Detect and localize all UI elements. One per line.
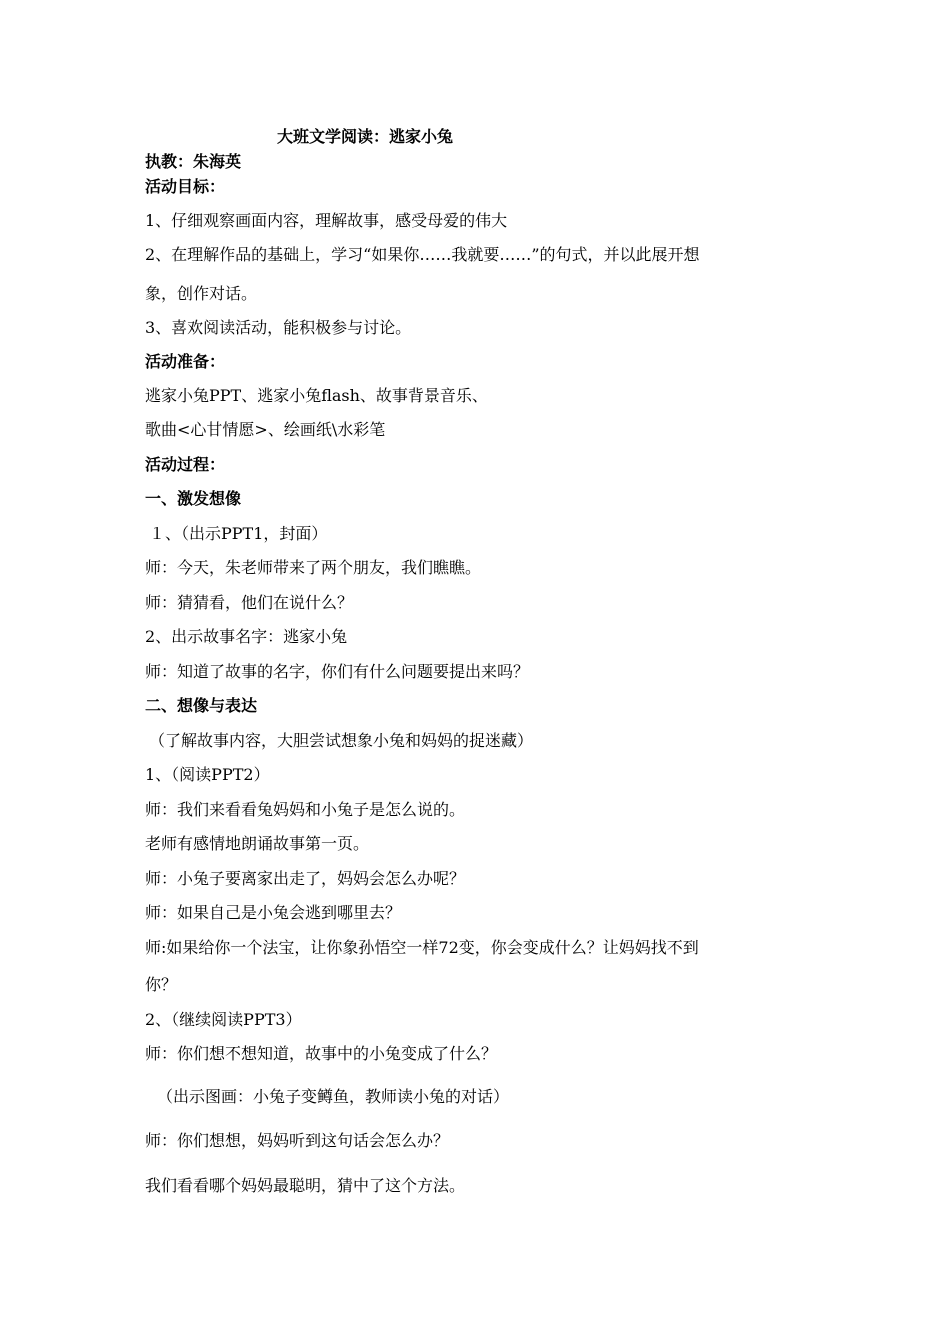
section-2-subtitle: （了解故事内容，大胆尝试想象小兔和妈妈的捉迷藏）: [149, 731, 534, 750]
page-title: 大班文学阅读：逃家小兔: [277, 127, 454, 146]
goal-3: 3、喜欢阅读活动，能积极参与讨论。: [145, 318, 412, 337]
section-2-line: （出示图画：小兔子变鳟鱼，教师读小兔的对话）: [157, 1087, 510, 1106]
section-1-line: １、（出示PPT1，封面）: [149, 524, 328, 543]
section-2-line: 师：我们来看看兔妈妈和小兔子是怎么说的。: [145, 800, 466, 819]
goal-1: 1、仔细观察画面内容，理解故事，感受母爱的伟大: [145, 211, 508, 230]
section-2-line: 1、（阅读PPT2）: [145, 765, 270, 784]
section-2-line: 师：你们想不想知道，故事中的小兔变成了什么？: [145, 1044, 498, 1063]
process-heading: 活动过程：: [145, 455, 226, 474]
section-1-heading: 一、激发想像: [145, 489, 242, 508]
section-1-line: 师：今天，朱老师带来了两个朋友，我们瞧瞧。: [145, 558, 482, 577]
section-2-line: 老师有感情地朗诵故事第一页。: [145, 834, 370, 853]
goals-heading: 活动目标：: [145, 177, 226, 196]
section-2-line: 师：小兔子要离家出走了，妈妈会怎么办呢？: [145, 869, 466, 888]
prep-heading: 活动准备：: [145, 352, 226, 371]
section-1-line: 师：知道了故事的名字，你们有什么问题要提出来吗？: [145, 662, 530, 681]
prep-line-2: 歌曲<心甘情愿>、绘画纸\水彩笔: [145, 420, 386, 439]
section-1-line: 师：猜猜看，他们在说什么？: [145, 593, 354, 612]
teacher-line: 执教：朱海英: [145, 152, 242, 171]
section-2-line: 师：你们想想，妈妈听到这句话会怎么办？: [145, 1131, 450, 1150]
prep-line-1: 逃家小兔PPT、逃家小兔flash、故事背景音乐、: [145, 386, 488, 405]
section-2-heading: 二、想像与表达: [145, 696, 258, 715]
goal-2-line-2: 象，创作对话。: [145, 284, 258, 303]
section-2-line: 我们看看哪个妈妈最聪明，猜中了这个方法。: [145, 1176, 466, 1195]
section-2-line: 师：如果自己是小兔会逃到哪里去？: [145, 903, 402, 922]
section-2-line: 你？: [145, 975, 178, 994]
section-2-line: 2、（继续阅读PPT3）: [145, 1010, 302, 1029]
goal-2-line-1: 2、在理解作品的基础上，学习“如果你……我就要……”的句式，并以此展开想: [145, 245, 700, 264]
section-1-line: 2、出示故事名字：逃家小兔: [145, 627, 348, 646]
section-2-line: 师:如果给你一个法宝，让你象孙悟空一样72变，你会变成什么？让妈妈找不到: [145, 938, 699, 957]
